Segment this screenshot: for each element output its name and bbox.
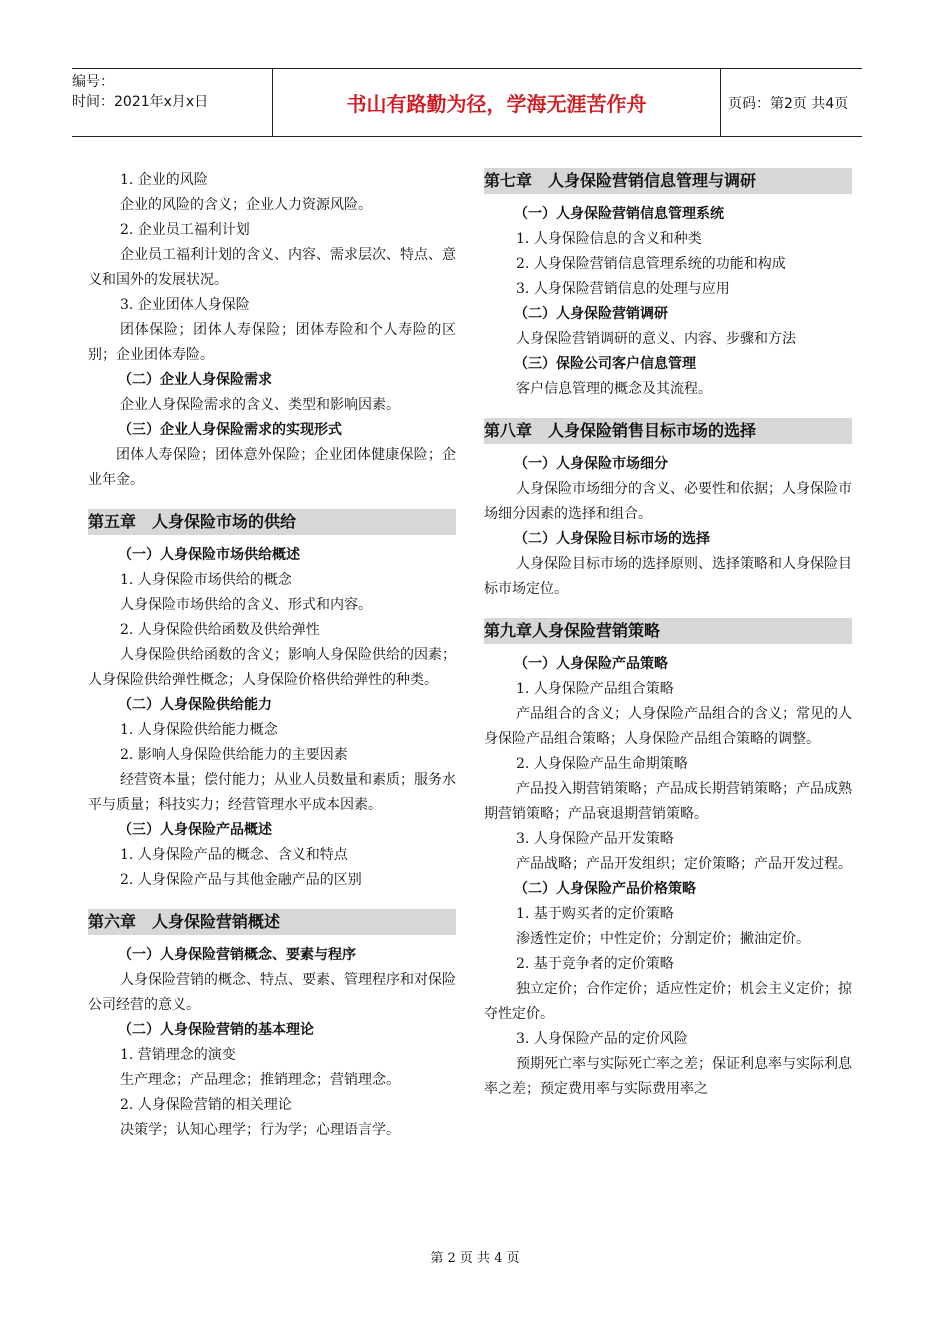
section-heading: （一）人身保险营销概念、要素与程序	[118, 947, 356, 963]
chapter-heading: 第六章 人身保险营销概述	[88, 909, 456, 935]
paragraph: 预期死亡率与实际死亡率之差；保证利息率与实际利息率之差；预定费用率与实际费用率之	[484, 1056, 852, 1097]
text-line: 2. 企业员工福利计划	[120, 222, 250, 238]
paragraph: 产品战略；产品开发组织；定价策略；产品开发过程。	[516, 856, 852, 872]
paragraph: 人身保险市场细分的含义、必要性和依据；人身保险市场细分因素的选择和组合。	[484, 481, 852, 522]
paragraph: 产品投入期营销策略；产品成长期营销策略；产品成熟期营销策略；产品衰退期营销策略。	[484, 781, 852, 822]
section-heading: （二）人身保险产品价格策略	[514, 881, 696, 897]
header-page-label: 页码：第2页 共4页	[728, 95, 849, 112]
paragraph: 产品组合的含义；人身保险产品组合的含义；常见的人身保险产品组合策略；人身保险产品组合策略的调整。	[484, 706, 852, 747]
paragraph: 人身保险市场供给的含义、形式和内容。	[120, 597, 372, 613]
paragraph: 人身保险目标市场的选择原则、选择策略和人身保险目标市场定位。	[484, 556, 852, 597]
paragraph: 渗透性定价；中性定价；分割定价；撇油定价。	[516, 931, 810, 947]
text-line: 2. 人身保险营销的相关理论	[120, 1097, 292, 1113]
paragraph: 企业员工福利计划的含义、内容、需求层次、特点、意义和国外的发展状况。	[88, 247, 456, 288]
text-line: 2. 基于竞争者的定价策略	[516, 956, 674, 972]
text-line: 2. 人身保险营销信息管理系统的功能和构成	[516, 256, 786, 272]
page-header	[72, 68, 862, 137]
paragraph: 人身保险供给函数的含义；影响人身保险供给的因素；人身保险供给弹性概念；人身保险价格供给弹性的种类。	[88, 647, 456, 688]
text-line: 决策学；认知心理学；行为学；心理语言学。	[120, 1122, 400, 1138]
text-line: 2. 人身保险产品生命期策略	[516, 756, 688, 772]
right-column	[484, 168, 852, 1102]
paragraph: 经营资本量；偿付能力；从业人员数量和素质；服务水平与质量；科技实力；经营管理水平成本因素。	[88, 772, 456, 813]
section-heading: （三）保险公司客户信息管理	[514, 356, 696, 372]
section-heading: （三）企业人身保险需求的实现形式	[118, 422, 342, 438]
left-column	[88, 168, 456, 1143]
chapter-heading: 第九章人身保险营销策略	[484, 618, 852, 644]
text-line: 客户信息管理的概念及其流程。	[516, 381, 712, 397]
section-heading: （二）人身保险营销调研	[514, 306, 668, 322]
text-line: 生产理念；产品理念；推销理念；营销理念。	[120, 1072, 400, 1088]
number-label: 编号：	[72, 74, 114, 90]
text-line: 2. 影响人身保险供给能力的主要因素	[120, 747, 348, 763]
chapter-heading: 第八章 人身保险销售目标市场的选择	[484, 418, 852, 444]
section-heading: （一）人身保险市场供给概述	[118, 547, 300, 563]
chapter-heading: 第五章 人身保险市场的供给	[88, 509, 456, 535]
section-heading: （二）企业人身保险需求	[118, 372, 272, 388]
paragraph: 团体人寿保险；团体意外保险；企业团体健康保险；企业年金。	[88, 447, 456, 488]
text-line: 1. 营销理念的演变	[120, 1047, 236, 1063]
text-line: 2. 人身保险供给函数及供给弹性	[120, 622, 320, 638]
text-line: 1. 人身保险信息的含义和种类	[516, 231, 702, 247]
paragraph: 独立定价；合作定价；适应性定价；机会主义定价；掠夺性定价。	[484, 981, 852, 1022]
text-line: 3. 人身保险产品开发策略	[516, 831, 674, 847]
text-line: 1. 人身保险产品组合策略	[516, 681, 674, 697]
text-line: 1. 人身保险市场供给的概念	[120, 572, 292, 588]
paragraph: 团体保险；团体人寿保险；团体寿险和个人寿险的区别；企业团体寿险。	[88, 322, 456, 363]
text-line: 2. 人身保险产品与其他金融产品的区别	[120, 872, 362, 888]
text-line: 1. 企业的风险	[120, 172, 208, 188]
date-label: 时间：2021年x月x日	[72, 94, 209, 110]
text-line: 3. 企业团体人身保险	[120, 297, 250, 313]
page-footer: 第 2 页 共 4 页	[430, 1251, 520, 1266]
paragraph: 人身保险营销调研的意义、内容、步骤和方法	[516, 331, 796, 347]
section-heading: （三）人身保险产品概述	[118, 822, 272, 838]
section-heading: （一）人身保险营销信息管理系统	[514, 206, 724, 222]
text-line: 1. 人身保险产品的概念、含义和特点	[120, 847, 348, 863]
section-heading: （一）人身保险市场细分	[514, 456, 668, 472]
header-motto: 书山有路勤为径，学海无涯苦作舟	[272, 69, 721, 136]
section-heading: （二）人身保险营销的基本理论	[118, 1022, 314, 1038]
paragraph: 企业人身保险需求的含义、类型和影响因素。	[120, 397, 400, 413]
paragraph: 人身保险营销的概念、特点、要素、管理程序和对保险公司经营的意义。	[88, 972, 456, 1013]
header-meta	[72, 69, 272, 139]
text-line: 1. 基于购买者的定价策略	[516, 906, 674, 922]
chapter-heading: 第七章 人身保险营销信息管理与调研	[484, 168, 852, 194]
paragraph: 企业的风险的含义；企业人力资源风险。	[120, 197, 372, 213]
section-heading: （二）人身保险目标市场的选择	[514, 531, 710, 547]
section-heading: （一）人身保险产品策略	[514, 656, 668, 672]
text-line: 3. 人身保险营销信息的处理与应用	[516, 281, 730, 297]
text-line: 3. 人身保险产品的定价风险	[516, 1031, 688, 1047]
section-heading: （二）人身保险供给能力	[118, 697, 272, 713]
text-line: 1. 人身保险供给能力概念	[120, 722, 278, 738]
